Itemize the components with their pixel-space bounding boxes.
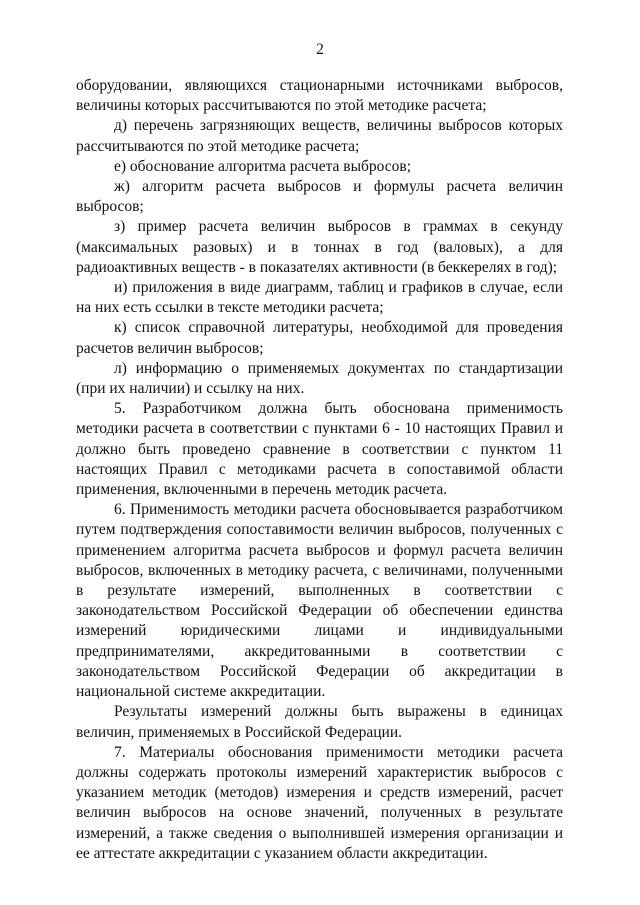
paragraph-item-e: е) обоснование алгоритма расчета выбросов; [114,157,412,175]
paragraph-section-6: 6. Применимость методики расчета обосновывается разработчиком путем подтверждения сопоставимости величин выбросов, полученных с применением алгоритма расчета выбросов и формул расчета величин выбросов, включенных в методику расчета, с величинами, полученными в результате измерений, выполненных в соответствии с законодательством Российской Федерации об обеспечении единства измерений юридическими лицами и индивидуальными предпринимателями, аккредитованными в соответствии с законодательством Российской Федерации об аккредитации в национальной системе аккредитации. [76,501,563,701]
document-body [76,76,563,864]
paragraph-continuation: оборудовании, являющихся стационарными источниками выбросов, величины которых рассчитываются по этой методике расчета; [76,77,563,115]
paragraph-section-7: 7. Материалы обоснования применимости методики расчета должны содержать протоколы измерений характеристик выбросов с указанием методик (методов) измерения и средств измерений, расчет величин выбросов на основе значений, полученных в результате измерений, а также сведения о выполнившей измерения организации и ее аттестате аккредитации с указанием области аккредитации. [76,743,563,862]
paragraph-item-zh: ж) алгоритм расчета выбросов и формулы расчета величин выбросов; [76,178,563,216]
paragraph-item-d: д) перечень загрязняющих веществ, величины выбросов которых рассчитываются по этой методике расчета; [76,117,563,155]
paragraph-item-i: и) приложения в виде диаграмм, таблиц и графиков в случае, если на них есть ссылки в тексте методики расчета; [76,279,563,317]
paragraph-item-l: л) информацию о применяемых документах по стандартизации (при их наличии) и ссылку на них. [76,359,563,398]
paragraph-section-5: 5. Разработчиком должна быть обоснована применимость методики расчета в соответствии с пунктами 6 - 10 настоящих Правил и должно быть проведено сравнение в соответствии с пунктом 11 настоящих Правил с методиками расчета в сопоставимой области применения, включенными в перечень методик расчета. [76,400,563,499]
paragraph-item-k: к) список справочной литературы, необходимой для проведения расчетов величин выбросов; [76,319,563,357]
page-number: 2 [316,41,324,58]
paragraph-measurement-units: Результаты измерений должны быть выражены в единицах величин, применяемых в Российской Федерации. [76,703,563,741]
paragraph-item-z: з) пример расчета величин выбросов в граммах в секунду (максимальных разовых) и в тоннах в год (валовых), а для радиоактивных веществ - в показателях активности (в беккерелях в год); [76,218,563,276]
